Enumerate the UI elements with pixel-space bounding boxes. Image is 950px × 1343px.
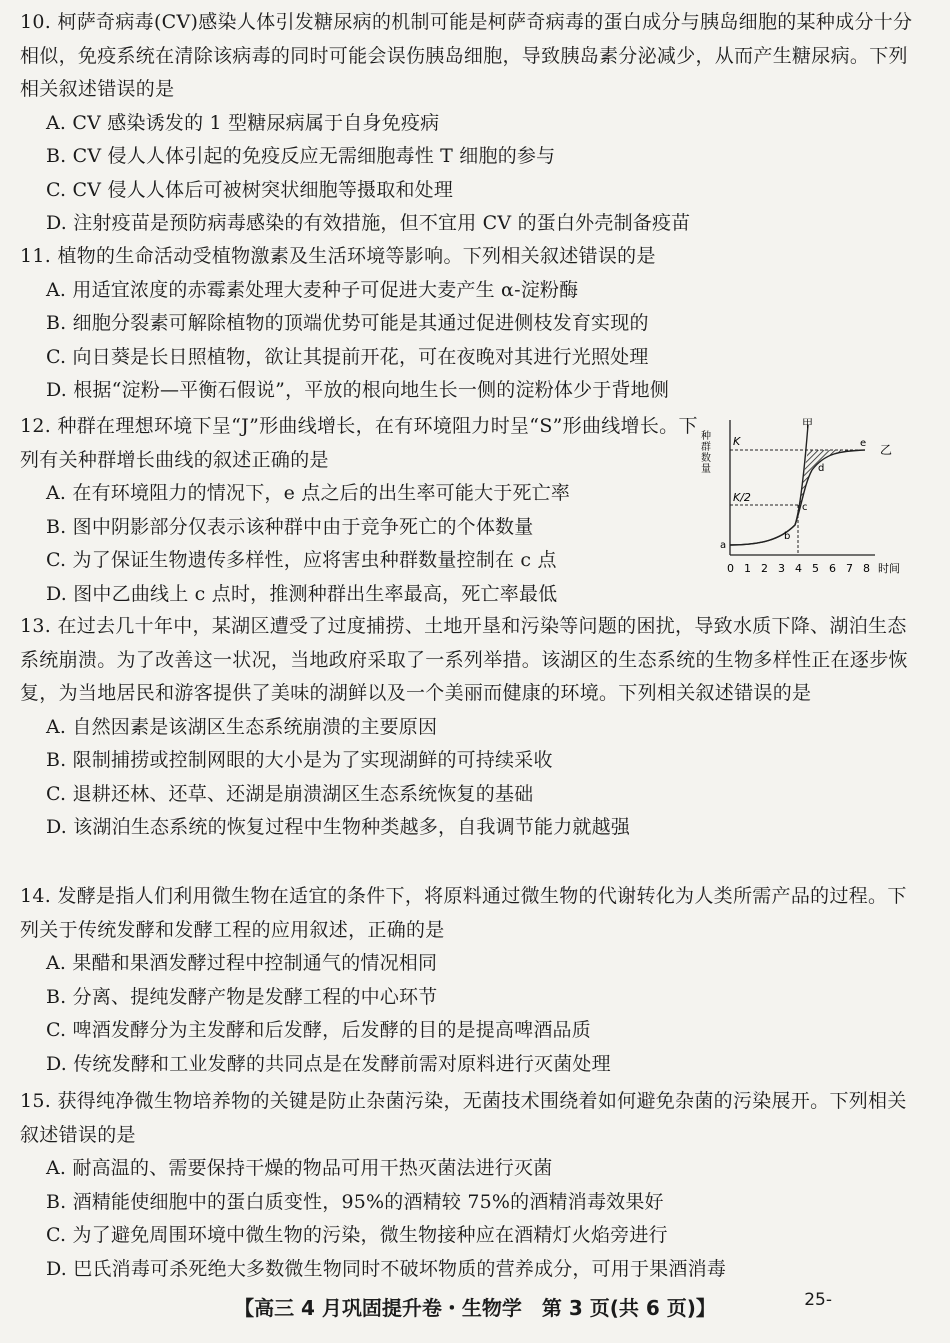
x-tick: 2 xyxy=(761,562,768,575)
half-k-label: K/2 xyxy=(733,491,751,504)
option-c: C. 啤酒发酵分为主发酵和后发酵，后发酵的目的是提高啤酒品质 xyxy=(46,1019,591,1041)
x-axis-label: 时间 xyxy=(878,562,900,575)
x-tick: 3 xyxy=(778,562,785,575)
question-stem: 13. 在过去几十年中，某湖区遭受了过度捕捞、土地开垦和污染等问题的困扰，导致水质下降、湖泊生态系统崩溃。为了改善这一状况，当地政府采取了一系列举措。该湖区的生态系统的生物多样性正在逐步恢复，为当地居民和游客提供了美味的湖鲜以及一个美丽而健康的环境。下列相关叙述错误的是 xyxy=(20,615,908,704)
question-stem: 15. 获得纯净微生物培养物的关键是防止杂菌污染，无菌技术围绕着如何避免杂菌的污染展开。下列相关叙述错误的是 xyxy=(20,1090,907,1146)
question-11 xyxy=(20,240,925,408)
x-tick: 5 xyxy=(812,562,819,575)
option-a: A. 用适宜浓度的赤霉素处理大麦种子可促进大麦产生 α-淀粉酶 xyxy=(46,278,579,301)
option-d: D. 传统发酵和工业发酵的共同点是在发酵前需对原料进行灭菌处理 xyxy=(46,1052,611,1075)
x-tick: 8 xyxy=(863,562,870,575)
option-b: B. 酒精能使细胞中的蛋白质变性，95%的酒精较 75%的酒精消毒效果好 xyxy=(46,1190,664,1213)
question-13 xyxy=(20,610,925,845)
option-b: B. CV 侵人人体引起的免疫反应无需细胞毒性 T 细胞的参与 xyxy=(46,145,556,167)
option-c: C. 向日葵是长日照植物，欲让其提前开花，可在夜晚对其进行光照处理 xyxy=(46,345,649,368)
option-b: B. 图中阴影部分仅表示该种群中由于竞争死亡的个体数量 xyxy=(46,515,534,538)
option-a: A. 在有环境阻力的情况下，e 点之后的出生率可能大于死亡率 xyxy=(46,482,571,504)
option-c: C. 为了避免周围环境中微生物的污染，微生物接种应在酒精灯火焰旁进行 xyxy=(46,1224,668,1246)
question-stem: 11. 植物的生命活动受植物激素及生活环境等影响。下列相关叙述错误的是 xyxy=(20,245,656,267)
x-tick: 0 xyxy=(727,562,734,575)
option-d: D. 巴氏消毒可杀死绝大多数微生物同时不破坏物质的营养成分，可用于果酒消毒 xyxy=(46,1257,727,1280)
option-d: D. 图中乙曲线上 c 点时，推测种群出生率最高，死亡率最低 xyxy=(46,582,558,605)
option-a: A. 果醋和果酒发酵过程中控制通气的情况相同 xyxy=(46,952,438,974)
option-b: B. 细胞分裂素可解除植物的顶端优势可能是其通过促进侧枝发育实现的 xyxy=(46,312,649,334)
point-d: d xyxy=(818,463,825,474)
x-tick: 4 xyxy=(795,562,802,575)
question-14 xyxy=(20,880,925,1081)
page-code: 25- xyxy=(804,1290,832,1310)
option-a: A. 自然因素是该湖区生态系统崩溃的主要原因 xyxy=(46,715,438,738)
option-c: C. 为了保证生物遗传多样性，应将害虫种群数量控制在 c 点 xyxy=(46,549,557,571)
option-a: A. 耐高温的、需要保持干燥的物品可用干热灭菌法进行灭菌 xyxy=(46,1157,553,1179)
point-c: c xyxy=(802,502,808,513)
curve-s-label: 乙 xyxy=(880,443,893,457)
page-footer: 【高三 4 月巩固提升卷・生物学 第 3 页(共 6 页)】 xyxy=(234,1296,716,1320)
option-d: D. 该湖泊生态系统的恢复过程中生物种类越多，自我调节能力就越强 xyxy=(46,816,631,838)
question-10 xyxy=(20,6,925,241)
option-a: A. CV 感染诱发的 1 型糖尿病属于自身免疫病 xyxy=(46,111,440,134)
x-ticks xyxy=(727,562,870,575)
point-e: e xyxy=(860,438,867,449)
option-c: C. CV 侵人人体后可被树突状细胞等摄取和处理 xyxy=(46,178,454,201)
curve-j-label: 甲 xyxy=(802,417,813,430)
option-b: B. 分离、提纯发酵产物是发酵工程的中心环节 xyxy=(46,985,438,1008)
question-stem: 14. 发酵是指人们利用微生物在适宜的条件下，将原料通过微生物的代谢转化为人类所需产品的过程。下列关于传统发酵和发酵工程的应用叙述，正确的是 xyxy=(20,885,907,941)
option-d: D. 注射疫苗是预防病毒感染的有效措施，但不宜用 CV 的蛋白外壳制备疫苗 xyxy=(46,212,691,234)
option-b: B. 限制捕捞或控制网眼的大小是为了实现湖鲜的可持续采收 xyxy=(46,749,553,771)
x-tick: 7 xyxy=(846,562,853,575)
y-axis-label: 种群数量 xyxy=(698,430,710,474)
question-15 xyxy=(20,1085,925,1286)
point-b: b xyxy=(784,531,791,542)
population-growth-graph xyxy=(700,415,915,585)
x-tick: 1 xyxy=(744,562,751,575)
j-curve xyxy=(730,425,808,545)
x-tick: 6 xyxy=(829,562,836,575)
question-stem: 10. 柯萨奇病毒(CV)感染人体引发糖尿病的机制可能是柯萨奇病毒的蛋白成分与胰岛细胞的某种成分十分相似，免疫系统在清除该病毒的同时可能会误伤胰岛细胞，导致胰岛素分泌减少，从而产生糖尿病。下列相关叙述错误的是 xyxy=(20,11,913,100)
k-label: K xyxy=(733,435,741,448)
option-d: D. 根据“淀粉—平衡石假说”，平放的根向地生长一侧的淀粉体少于背地侧 xyxy=(46,379,670,401)
option-c: C. 退耕还林、还草、还湖是崩溃湖区生态系统恢复的基础 xyxy=(46,782,534,805)
question-stem: 12. 种群在理想环境下呈“J”形曲线增长，在有环境阻力时呈“S”形曲线增长。下列有关种群增长曲线的叙述正确的是 xyxy=(20,415,698,471)
point-a: a xyxy=(720,540,727,551)
